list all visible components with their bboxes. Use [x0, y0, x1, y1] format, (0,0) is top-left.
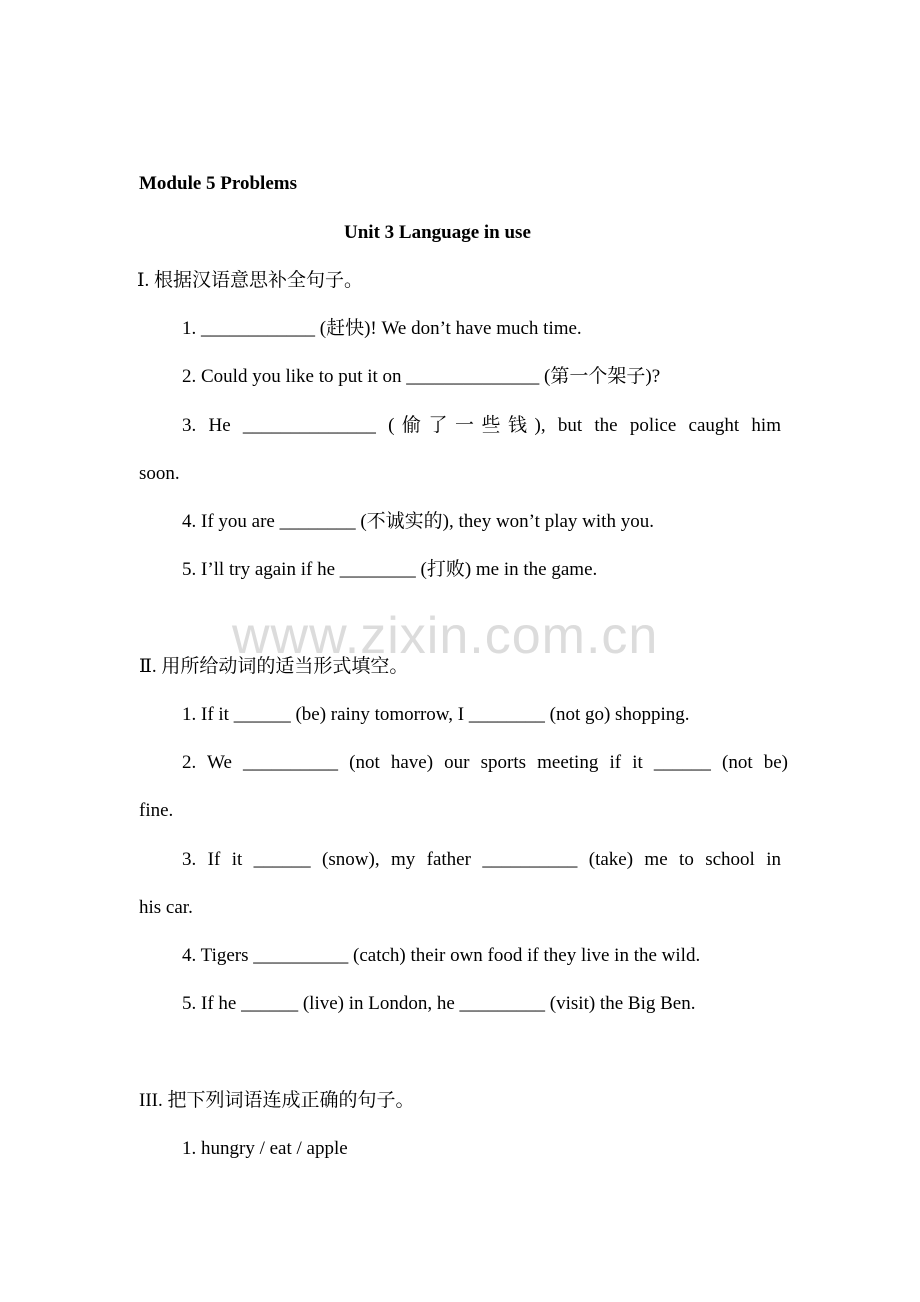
unit-title: Unit 3 Language in use: [344, 222, 531, 243]
question-line: 2. Could you like to put it on ______________ (第一个架子)?: [182, 366, 661, 387]
question-line: 3. He ______________ (偷了一些钱), but the police caught him: [182, 415, 781, 436]
question-line: 4. If you are ________ (不诚实的), they won’t play with you.: [182, 511, 654, 532]
question-line: 5. I’ll try again if he ________ (打败) me in the game.: [182, 559, 598, 580]
question-line-continuation: his car.: [139, 897, 193, 918]
question-line: 1. ____________ (赶快)! We don’t have much time.: [182, 318, 582, 339]
section-3-heading: III. 把下列词语连成正确的句子。: [139, 1090, 415, 1111]
section-2-heading: Ⅱ. 用所给动词的适当形式填空。: [139, 656, 409, 677]
question-line: 3. If it ______ (snow), my father __________ (take) me to school in: [182, 849, 781, 870]
question-line: 1. hungry / eat / apple: [182, 1138, 348, 1159]
question-line-continuation: fine.: [139, 800, 174, 821]
question-line: 5. If he ______ (live) in London, he _________ (visit) the Big Ben.: [182, 993, 696, 1014]
question-line: 2. We __________ (not have) our sports meeting if it ______ (not be): [182, 752, 788, 773]
question-line-continuation: soon.: [139, 463, 180, 484]
question-line: 1. If it ______ (be) rainy tomorrow, I ________ (not go) shopping.: [182, 704, 690, 725]
section-1-heading: Ⅰ. 根据汉语意思补全句子。: [137, 270, 364, 291]
watermark: www.zixin.com.cn: [232, 607, 659, 665]
question-line: 4. Tigers __________ (catch) their own food if they live in the wild.: [182, 945, 701, 966]
module-title: Module 5 Problems: [139, 173, 297, 194]
